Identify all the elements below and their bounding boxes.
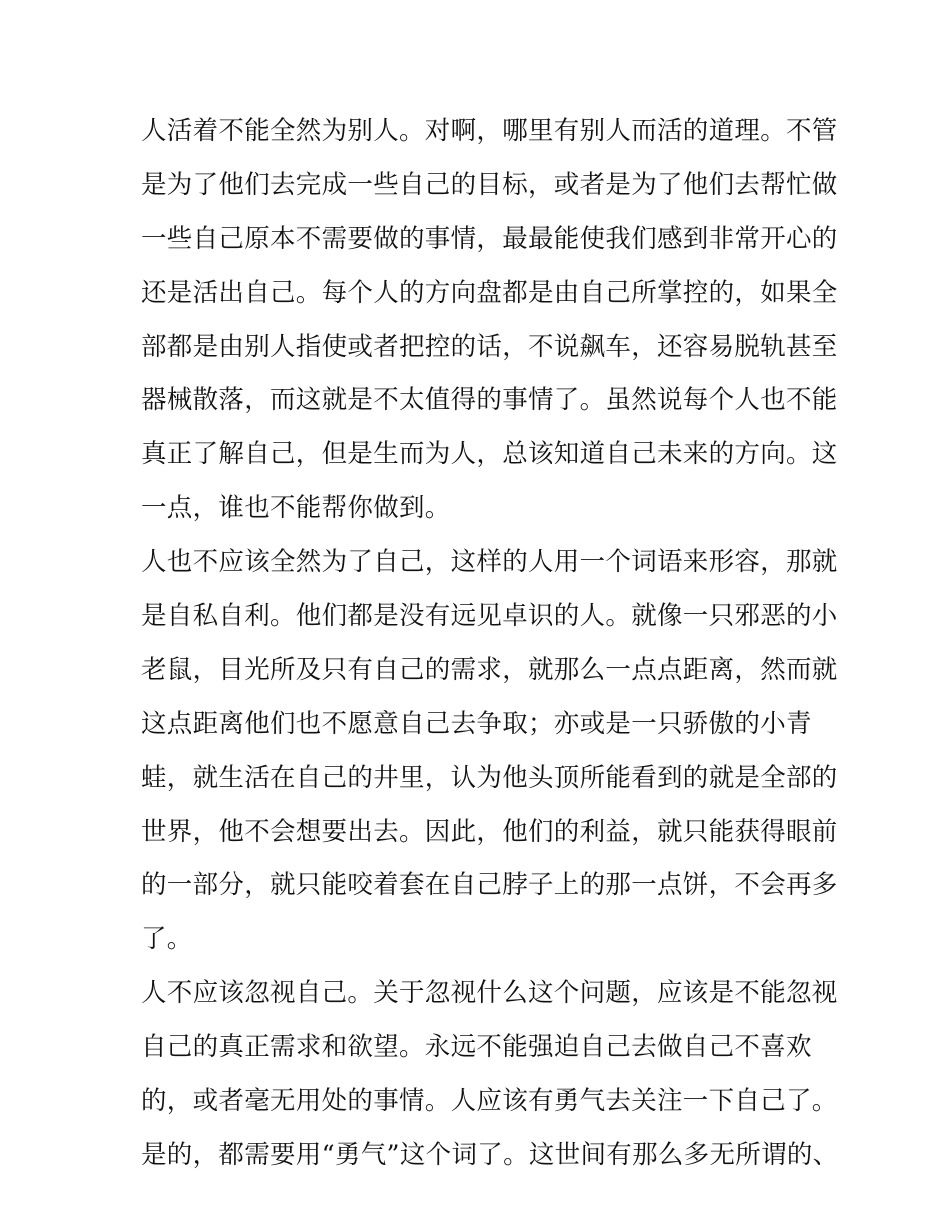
text-line: 的一部分，就只能咬着套在自己脖子上的那一点饼，不会再多 xyxy=(141,870,838,901)
text-line: 人活着不能全然为别人。对啊，哪里有别人而活的道理。不管 xyxy=(141,116,838,146)
text-line: 人也不应该全然为了自己，这样的人用一个词语来形容，那就 xyxy=(141,547,838,578)
text-line: 自己的真正需求和欲望。永远不能强迫自己去做自己不喜欢 xyxy=(141,1032,812,1063)
text-line: 了。 xyxy=(141,924,193,955)
text-line: 真正了解自己，但是生而为人，总该知道自己未来的方向。这 xyxy=(141,439,838,470)
text-line: 一些自己原本不需要做的事情，最最能使我们感到非常开心的 xyxy=(141,223,838,254)
text-line: 一点，谁也不能帮你做到。 xyxy=(141,493,451,524)
text-line: 是的，都需要用“勇气”这个词了。这世间有那么多无所谓的、 xyxy=(141,1139,839,1170)
text-line: 人不应该忽视自己。关于忽视什么这个问题，应该是不能忽视 xyxy=(141,978,838,1009)
body-text xyxy=(141,107,839,1185)
text-line: 是自私自利。他们都是没有远见卓识的人。就像一只邪恶的小 xyxy=(141,601,838,632)
text-line: 是为了他们去完成一些自己的目标，或者是为了他们去帮忙做 xyxy=(141,169,838,200)
text-line: 部都是由别人指使或者把控的话，不说飙车，还容易脱轨甚至 xyxy=(141,331,838,362)
text-line: 这点距离他们也不愿意自己去争取；亦或是一只骄傲的小青 xyxy=(141,708,812,739)
text-line: 老鼠，目光所及只有自己的需求，就那么一点点距离，然而就 xyxy=(141,654,838,685)
text-line: 的，或者毫无用处的事情。人应该有勇气去关注一下自己了。 xyxy=(141,1086,838,1117)
text-line: 世界，他不会想要出去。因此，他们的利益，就只能获得眼前 xyxy=(141,816,838,847)
text-line: 器械散落，而这就是不太值得的事情了。虽然说每个人也不能 xyxy=(141,385,838,416)
text-line: 还是活出自己。每个人的方向盘都是由自己所掌控的，如果全 xyxy=(141,277,838,308)
text-line: 蛙，就生活在自己的井里，认为他头顶所能看到的就是全部的 xyxy=(141,762,838,793)
